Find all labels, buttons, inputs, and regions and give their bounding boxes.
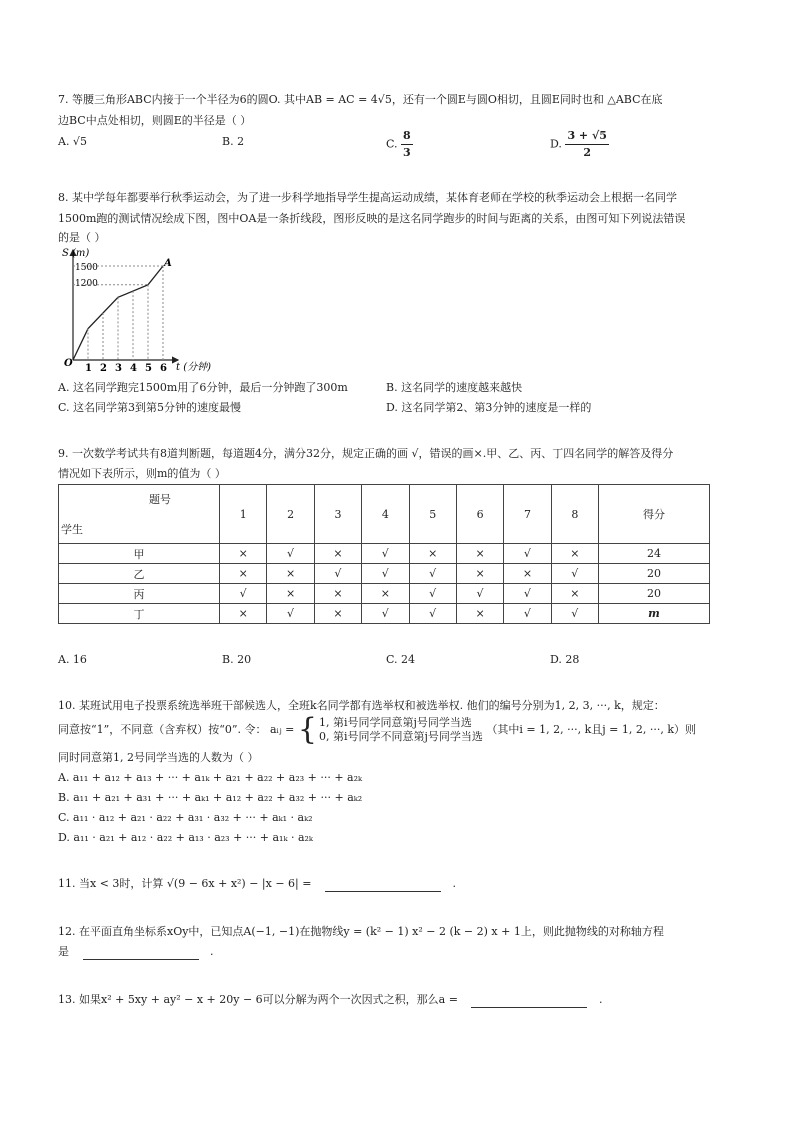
q7-option-d-label: D. <box>550 137 562 151</box>
table-cell: √ <box>551 604 598 624</box>
q8-stem-line3: 的是（ ） <box>58 231 106 244</box>
q7-option-c-numerator: 8 <box>401 128 413 145</box>
x-tick-label: 3 <box>115 363 122 374</box>
q9-option-b: B. 20 <box>222 653 252 666</box>
q7-option-a: A. √5 <box>58 135 87 148</box>
q9-option-c: C. 24 <box>386 653 416 666</box>
table-cell: × <box>456 604 503 624</box>
table-cell: √ <box>409 564 456 584</box>
q12-stem-line1: 12. 在平面直角坐标系xOy中，已知点A(−1, −1)在抛物线y = (k² − 1) x² − 2 (k − 2) x + 1上，则此抛物线的对称轴方程 <box>58 925 664 938</box>
table-cell: √ <box>504 544 551 564</box>
left-brace-glyph: { <box>297 712 317 747</box>
table-row <box>59 584 710 604</box>
score-cell: 20 <box>599 584 710 604</box>
q9-stem-line1: 9. 一次数学考试共有8道判断题，每道题4分，满分32分，规定正确的画 √，错误的画×.甲、乙、丙、丁四名同学的解答及得分 <box>58 447 674 460</box>
q7-option-d-fraction <box>565 128 608 161</box>
q10-option-b: B. a₁₁ + a₂₁ + a₃₁ + ··· + aₖ₁ + a₁₂ + a₂₂ + a₃₂ + ··· + aₖ₂ <box>58 791 363 804</box>
table-cell: √ <box>504 604 551 624</box>
x-tick-label: 5 <box>145 363 152 374</box>
table-cell: × <box>220 544 267 564</box>
q11-period: . <box>452 877 456 890</box>
q10-option-a: A. a₁₁ + a₁₂ + a₁₃ + ··· + a₁ₖ + a₂₁ + a₂₂ + a₂₃ + ··· + a₂ₖ <box>58 771 363 784</box>
table-cell: √ <box>267 544 314 564</box>
table-cell: √ <box>409 604 456 624</box>
column-header: 3 <box>314 485 361 544</box>
score-cell: 24 <box>599 544 710 564</box>
table-cell: × <box>220 604 267 624</box>
student-name: 丁 <box>59 604 220 624</box>
q8-stem-line2: 1500m跑的测试情况绘成下图，图中OA是一条折线段，图形反映的是这名同学跑步的时间与距离的关系，由图可知下列说法错误 <box>58 212 686 225</box>
q7-option-d-denominator: 2 <box>583 146 591 159</box>
q10-stem-line2-lead: 同意按“1”，不同意（含弃权）按“0”. 令： aᵢⱼ = <box>58 723 295 736</box>
q13-stem <box>58 992 602 1008</box>
table-cell: √ <box>267 604 314 624</box>
table-cell: √ <box>409 584 456 604</box>
q10-case-agree: 1, 第i号同学同意第j号同学当选 <box>318 716 472 729</box>
table-cell: × <box>220 564 267 584</box>
table-cell: × <box>314 604 361 624</box>
table-cell: × <box>551 584 598 604</box>
q7-option-c-denominator: 3 <box>403 146 411 159</box>
q7-option-c-label: C. <box>386 137 398 151</box>
table-cell: × <box>267 584 314 604</box>
q10-stem-line3: 同时同意第1, 2号同学当选的人数为（ ） <box>58 751 259 764</box>
distance-time-graph <box>60 246 230 374</box>
q9-option-d: D. 28 <box>550 653 580 666</box>
table-corner-header <box>59 485 220 544</box>
table-cell: √ <box>551 564 598 584</box>
student-name: 丙 <box>59 584 220 604</box>
header-question-number: 题号 <box>149 493 171 506</box>
endpoint-a-label: A <box>164 258 172 269</box>
y-tick-1500: 1500 <box>75 263 98 273</box>
table-cell: × <box>456 564 503 584</box>
q10-stem-line1: 10. 某班试用电子投票系统选举班干部候选人，全班k名同学都有选举权和被选举权. 他们的编号分别为1, 2, 3, ···, k，规定： <box>58 699 665 712</box>
table-cell: × <box>267 564 314 584</box>
q11-stem <box>58 876 456 892</box>
score-cell: 20 <box>599 564 710 584</box>
table-cell: √ <box>362 604 409 624</box>
y-tick-1200: 1200 <box>75 279 98 289</box>
table-cell: × <box>504 564 551 584</box>
y-axis-label: S (m) <box>62 248 90 259</box>
q10-option-d: D. a₁₁ · a₂₁ + a₁₂ · a₂₂ + a₁₃ · a₂₃ + ··· + a₁ₖ · a₂ₖ <box>58 831 313 844</box>
q10-case-disagree: 0, 第i号同学不同意第j号同学当选 <box>318 730 483 743</box>
q13-answer-blank[interactable] <box>471 995 587 1008</box>
q10-stem-line2-tail: （其中i = 1, 2, ···, k且j = 1, 2, ···, k）则 <box>486 723 697 736</box>
q8-option-d: D. 这名同学第2、第3分钟的速度是一样的 <box>386 401 592 414</box>
origin-label: O <box>64 358 73 369</box>
q13-question-text: 13. 如果x² + 5xy + ay² − x + 20y − 6可以分解为两个一次因式之积，那么a = <box>58 993 458 1006</box>
q7-option-d-numerator: 3 + √5 <box>565 128 608 145</box>
column-header: 4 <box>362 485 409 544</box>
table-cell: √ <box>362 564 409 584</box>
x-tick-label: 4 <box>130 363 137 374</box>
q9-stem-line2: 情况如下表所示，则m的值为（ ） <box>58 467 226 480</box>
q8-stem-line1: 8. 某中学每年都要举行秋季运动会，为了进一步科学地指导学生提高运动成绩，某体育老师在学校的秋季运动会上根据一名同学 <box>58 191 677 204</box>
table-cell: √ <box>362 544 409 564</box>
q7-option-b: B. 2 <box>222 135 245 148</box>
x-tick-label: 2 <box>100 363 107 374</box>
q12-answer-blank[interactable] <box>83 947 199 960</box>
column-header: 2 <box>267 485 314 544</box>
q12-period: . <box>210 945 214 958</box>
q7-stem-line2: 边BC中点处相切，则圆E的半径是（ ） <box>58 114 252 127</box>
q13-period: . <box>598 993 603 1006</box>
q10-piecewise-definition <box>297 712 483 747</box>
x-axis-label: t (分钟) <box>176 362 211 373</box>
table-cell: √ <box>220 584 267 604</box>
table-cell: × <box>551 544 598 564</box>
q10-stem-line2 <box>58 712 697 747</box>
q11-question-text: 11. 当x < 3时，计算 √(9 − 6x + x²) − |x − 6| = <box>58 877 312 890</box>
table-header-row <box>59 485 710 544</box>
table-cell: × <box>409 544 456 564</box>
q12-is-label: 是 <box>58 945 69 958</box>
column-header: 6 <box>456 485 503 544</box>
x-tick-label: 1 <box>85 363 92 374</box>
q8-option-c: C. 这名同学第3到第5分钟的速度最慢 <box>58 401 242 414</box>
table-cell: √ <box>314 564 361 584</box>
q9-option-a: A. 16 <box>58 653 87 666</box>
table-row <box>59 544 710 564</box>
q7-option-d <box>550 128 609 161</box>
q7-stem-line1: 7. 等腰三角形ABC内接于一个半径为6的圆O. 其中AB = AC = 4√5，还有一个圆E与圆O相切，且圆E同时也和 △ABC在底 <box>58 93 663 106</box>
q7-option-c <box>386 128 413 161</box>
column-header: 1 <box>220 485 267 544</box>
column-header: 7 <box>504 485 551 544</box>
table-row <box>59 564 710 584</box>
table-cell: √ <box>456 584 503 604</box>
score-cell: m <box>599 604 710 624</box>
table-cell: × <box>314 544 361 564</box>
table-cell: × <box>456 544 503 564</box>
column-header: 5 <box>409 485 456 544</box>
x-tick-label: 6 <box>160 363 167 374</box>
q11-answer-blank[interactable] <box>325 879 441 892</box>
student-name: 甲 <box>59 544 220 564</box>
answer-score-table <box>58 484 710 624</box>
table-cell: × <box>314 584 361 604</box>
column-header-score: 得分 <box>599 485 710 544</box>
q12-stem-line2 <box>58 944 214 960</box>
header-student: 学生 <box>61 523 83 536</box>
table-row <box>59 604 710 624</box>
q8-option-a: A. 这名同学跑完1500m用了6分钟，最后一分钟跑了300m <box>58 381 348 394</box>
table-cell: √ <box>504 584 551 604</box>
q8-option-b: B. 这名同学的速度越来越快 <box>386 381 523 394</box>
column-header: 8 <box>551 485 598 544</box>
student-name: 乙 <box>59 564 220 584</box>
table-cell: × <box>362 584 409 604</box>
q7-option-c-fraction <box>401 128 413 161</box>
q10-option-c: C. a₁₁ · a₁₂ + a₂₁ · a₂₂ + a₃₁ · a₃₂ + ··· + aₖ₁ · aₖ₂ <box>58 811 313 824</box>
